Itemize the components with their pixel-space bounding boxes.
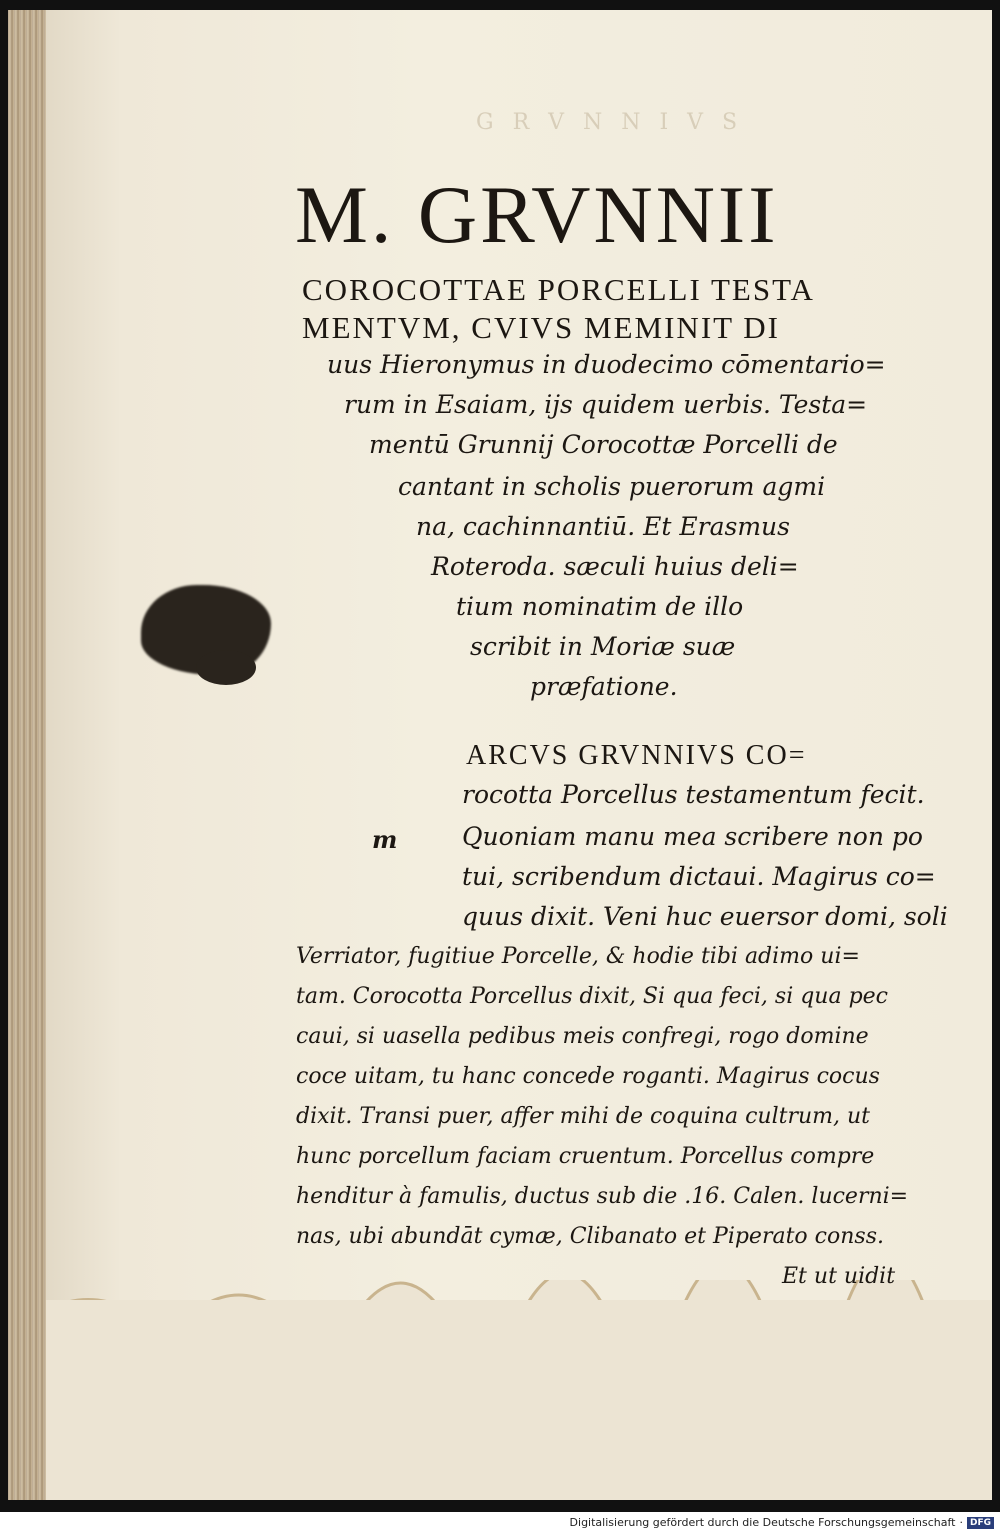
body-line-11: henditur à famulis, ductus sub die .16. Calen. lucerni= <box>296 1184 909 1209</box>
intro-line-5: na, cachinnantiū. Et Erasmus <box>416 512 790 541</box>
credit-text: Digitalisierung gefördert durch die Deutsche Forschungsgemeinschaft <box>569 1516 956 1529</box>
body-line-2: Quoniam manu mea scribere non po <box>462 822 923 851</box>
intro-line-9: præfatione. <box>530 672 678 701</box>
torn-page-bottom <box>46 1300 992 1500</box>
body-line-4: quus dixit. Veni huc euersor domi, soli <box>462 902 948 931</box>
bleed-through-text: G R V N N I V S <box>476 110 744 135</box>
intro-line-8: scribit in Moriæ suæ <box>470 632 736 661</box>
intro-line-3: mentū Grunnij Corocottæ Porcelli de <box>369 430 838 459</box>
body-line-12: nas, ubi abundāt cymæ, Clibanato et Piperato conss. <box>296 1224 884 1249</box>
intro-line-2: rum in Esaiam, ijs quidem uerbis. Testa= <box>344 390 868 419</box>
body-line-10: hunc porcellum faciam cruentum. Porcellus compre <box>296 1144 875 1169</box>
body-line-7: caui, si uasella pedibus meis confregi, rogo domine <box>296 1024 869 1049</box>
page-title: M. GRVNNII <box>295 169 779 260</box>
body-line-1: rocotta Porcellus testamentum fecit. <box>462 780 925 809</box>
body-first-line: ARCVS GRVNNIVS CO= <box>466 740 807 771</box>
margin-note: m <box>372 825 398 854</box>
body-line-6: tam. Corocotta Porcellus dixit, Si qua feci, si qua pec <box>296 984 889 1009</box>
digitization-credit <box>570 1516 994 1529</box>
heading-line-1: COROCOTTAE PORCELLI TESTA <box>302 272 815 307</box>
body-line-9: dixit. Transi puer, affer mihi de coquina cultrum, ut <box>296 1104 871 1129</box>
body-line-5: Verriator, fugitiue Porcelle, & hodie tibi adimo ui= <box>296 944 860 969</box>
body-catchword: Et ut uidit <box>782 1264 896 1289</box>
heading-line-2: MENTVM, CVIVS MEMINIT DI <box>302 310 780 345</box>
dfg-logo: DFG <box>967 1517 994 1529</box>
body-line-3: tui, scribendum dictaui. Magirus co= <box>462 862 936 891</box>
ink-stain-drip <box>196 650 256 685</box>
body-line-8: coce uitam, tu hanc concede roganti. Magirus cocus <box>296 1064 880 1089</box>
intro-line-6: Roteroda. sæculi huius deli= <box>431 552 799 581</box>
intro-line-7: tium nominatim de illo <box>456 592 744 621</box>
book-page <box>46 10 992 1500</box>
intro-line-1: uus Hieronymus in duodecimo cōmentario= <box>327 350 886 379</box>
intro-line-4: cantant in scholis puerorum agmi <box>398 472 826 501</box>
separator: · <box>959 1516 963 1529</box>
